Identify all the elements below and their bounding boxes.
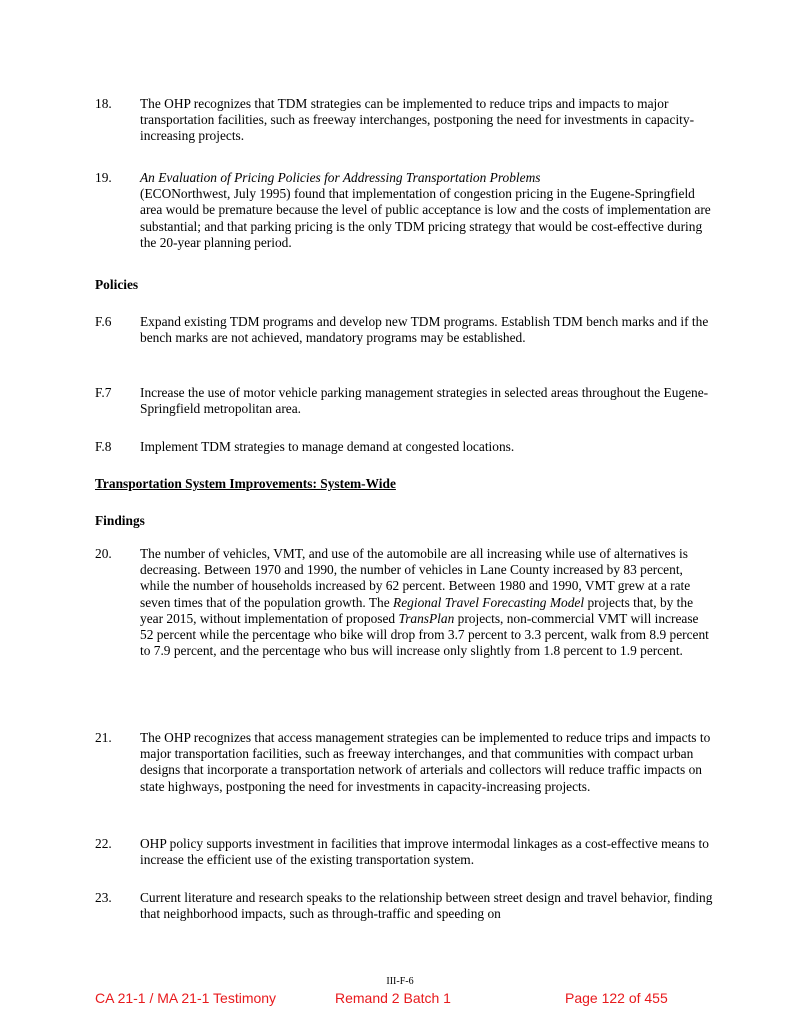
item-text (140, 170, 715, 251)
item-text: Expand existing TDM programs and develop new TDM programs. Establish TDM bench marks and if the bench marks are not achieved, mandatory programs may be established. (140, 314, 709, 346)
footer-testimony-label: CA 21-1 / MA 21-1 Testimony (95, 990, 277, 1006)
finding-18 (95, 96, 715, 145)
item-text-body: (ECONorthwest, July 1995) found that implementation of congestion pricing in the Eugene-Springfield area would be premature because the level of public acceptance is low and the costs of implementation are substantial; and that parking pricing is the only TDM pricing strategy that would be cost-effective during the 20-year planning period. (140, 186, 711, 250)
model-title: Regional Travel Forecasting Model (393, 594, 585, 610)
item-number: 18. (95, 96, 112, 111)
item-number: 23. (95, 890, 112, 905)
item-text: The OHP recognizes that TDM strategies can be implemented to reduce trips and impacts to major transportation facilities, such as freeway interchanges, postponing the need for investments in capacity-increasing projects. (140, 96, 695, 144)
finding-19 (95, 170, 715, 251)
cited-report-title: An Evaluation of Pricing Policies for Addressing Transportation Problems (140, 170, 541, 185)
page-number-label: III-F-6 (386, 976, 414, 987)
item-text-part: The number of vehicles, VMT, and use of the automobile are all increasing while use of alternatives is decreasing. Between 1970 and 1990, the number of vehicles in Lane County increased by 83 percent, while the number of households increased by 62 percent. Between 1980 and 1990, VMT grew at a rate seven times that of the population growth. The (140, 546, 691, 610)
footer-batch-label: Remand 2 Batch 1 (335, 990, 451, 1006)
item-text: Implement TDM strategies to manage demand at congested locations. (140, 439, 515, 454)
item-text: Increase the use of motor vehicle parking management strategies in selected areas throughout the Eugene-Springfield metropolitan area. (140, 385, 709, 417)
item-number: F.8 (95, 439, 112, 454)
item-text-part: projects that, by the year 2015, without implementation of proposed (140, 594, 694, 626)
item-number: 22. (95, 836, 112, 851)
footer-page-count: Page 122 of 455 (565, 990, 668, 1006)
finding-22 (95, 836, 715, 868)
plan-title: TransPlan (398, 610, 455, 626)
item-text (140, 546, 715, 659)
policy-f7 (95, 385, 715, 417)
finding-21 (95, 730, 715, 795)
policies-heading: Policies (95, 277, 139, 292)
finding-20 (95, 546, 715, 659)
finding-23 (95, 890, 715, 922)
policy-f6 (95, 314, 715, 346)
item-text: The OHP recognizes that access management strategies can be implemented to reduce trips and impacts to major transportation facilities, such as freeway interchanges, and that communities with compact urban designs that incorporate a transportation network of arterials and collectors will reduce traffic impacts on state highways, postponing the need for investments in capacity-increasing projects. (140, 730, 711, 794)
item-text: Current literature and research speaks to the relationship between street design and travel behavior, finding that neighborhood impacts, such as through-traffic and speeding on (140, 890, 713, 922)
policy-f8 (95, 439, 715, 455)
section-heading: Transportation System Improvements: System-Wide (95, 476, 396, 491)
item-text: OHP policy supports investment in facilities that improve intermodal linkages as a cost-effective means to increase the efficient use of the existing transportation system. (140, 836, 709, 868)
item-number: 21. (95, 730, 112, 745)
item-text-part: projects, non-commercial VMT will increase 52 percent while the percentage who bike will drop from 3.7 percent to 3.3 percent, walk from 8.9 percent to 7.9 percent, and the percentage who bus will increase only slightly from 1.8 percent to 1.9 percent. (140, 610, 709, 659)
item-number: F.7 (95, 385, 112, 400)
findings-heading: Findings (95, 513, 145, 528)
item-number: 19. (95, 170, 112, 185)
item-number: 20. (95, 546, 112, 561)
item-number: F.6 (95, 314, 112, 329)
